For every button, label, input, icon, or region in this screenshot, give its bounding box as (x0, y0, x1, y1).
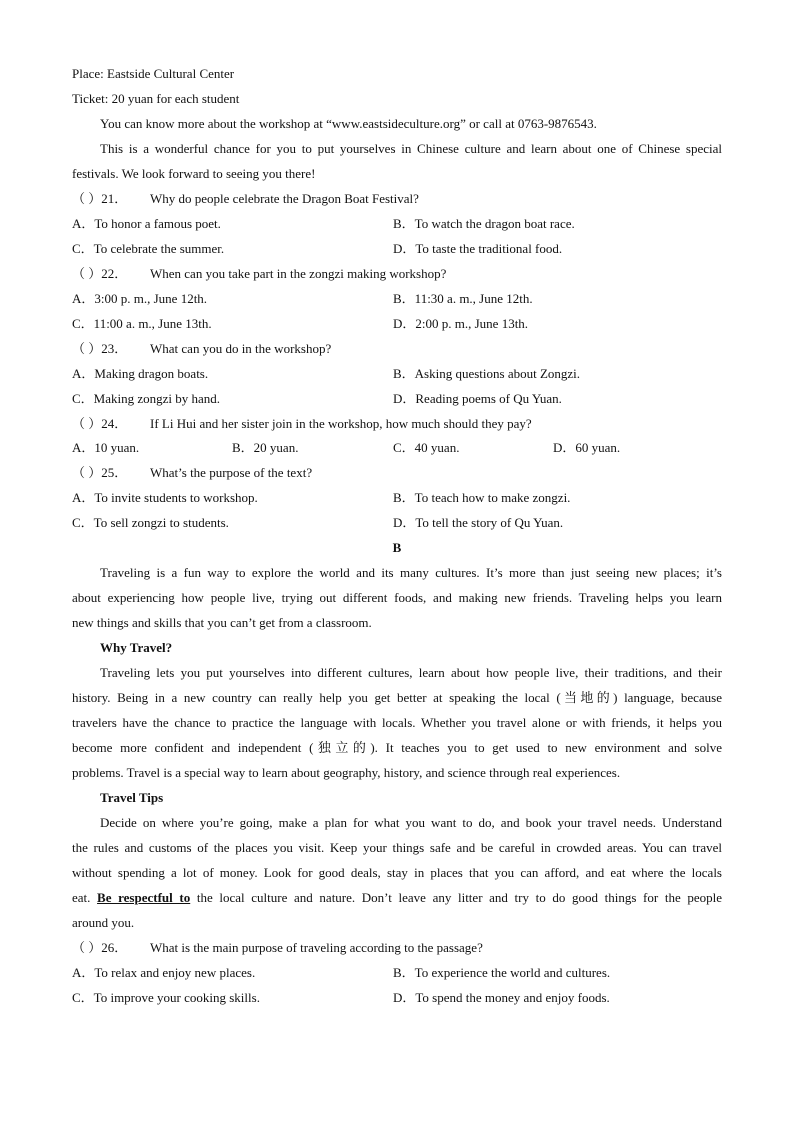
answer-blank[interactable]: （ ）24． (72, 416, 128, 431)
option-a: A．To relax and enjoy new places. (72, 965, 256, 980)
option-d: D．60 yuan. (553, 440, 621, 455)
option-c: C．40 yuan. (393, 440, 460, 455)
option-b: B．To teach how to make zongzi. (393, 490, 571, 505)
chance-line-2: festivals. We look forward to seeing you there! (72, 166, 316, 181)
answer-blank[interactable]: （ ）25． (72, 465, 128, 480)
question-26 (72, 935, 722, 960)
option-d: D．To taste the traditional food. (393, 241, 563, 256)
option-a: A．To invite students to workshop. (72, 490, 258, 505)
option-a: A．10 yuan. (72, 440, 140, 455)
more-info-line: You can know more about the workshop at “www.eastsideculture.org” or call at 0763-9876543. (100, 116, 597, 131)
question-21 (72, 186, 722, 211)
option-b: B．To watch the dragon boat race. (393, 216, 575, 231)
question-24 (72, 411, 722, 436)
why-line-2: history. Being in a new country can really help you get better at speaking the local (当地的) language, because (72, 690, 722, 705)
answer-blank[interactable]: （ ）23． (72, 341, 128, 356)
option-c: C．To celebrate the summer. (72, 241, 225, 256)
why-line-5: problems. Travel is a special way to learn about geography, history, and science through real experiences. (72, 765, 621, 780)
why-travel-heading: Why Travel? (100, 640, 173, 655)
tips-line-1: Decide on where you’re going, make a plan for what you want to do, and book your travel needs. Understand (100, 815, 722, 830)
option-d: D．To tell the story of Qu Yuan. (393, 515, 564, 530)
question-22 (72, 261, 722, 286)
tips-line-4 (72, 885, 722, 910)
option-a: A．Making dragon boats. (72, 366, 209, 381)
question-text: If Li Hui and her sister join in the workshop, how much should they pay? (150, 416, 532, 431)
tips-line-2: the rules and customs of the places you visit. Keep your things safe and be careful in crowded areas. You can travel (72, 840, 722, 855)
ticket-line: Ticket: 20 yuan for each student (72, 91, 240, 106)
intro-line-1: Traveling is a fun way to explore the world and its many cultures. It’s more than just seeing new places; it’s (100, 565, 722, 580)
question-23 (72, 336, 722, 361)
answer-blank[interactable]: （ ）26． (72, 940, 128, 955)
underlined-phrase: Be respectful to (97, 890, 191, 905)
travel-tips-heading: Travel Tips (100, 790, 164, 805)
option-c: C．To sell zongzi to students. (72, 515, 229, 530)
chance-line-1: This is a wonderful chance for you to put yourselves in Chinese culture and learn about one of Chinese special (100, 141, 722, 156)
option-d: D．Reading poems of Qu Yuan. (393, 391, 562, 406)
option-b: B．20 yuan. (232, 440, 299, 455)
why-line-3: travelers have the chance to practice the language with locals. Whether you travel alone or with friends, it helps you (72, 715, 722, 730)
option-d: D．2:00 p. m., June 13th. (393, 316, 529, 331)
option-a: A．3:00 p. m., June 12th. (72, 291, 208, 306)
option-b: B．To experience the world and cultures. (393, 965, 611, 980)
option-b: B．Asking questions about Zongzi. (393, 366, 581, 381)
question-text: What can you do in the workshop? (150, 341, 332, 356)
option-a: A．To honor a famous poet. (72, 216, 221, 231)
question-text: Why do people celebrate the Dragon Boat Festival? (150, 191, 419, 206)
tips-line-4-end: the local culture and nature. Don’t leave any litter and try to do good things for the people (196, 890, 723, 905)
intro-line-3: new things and skills that you can’t get from a classroom. (72, 615, 372, 630)
question-25 (72, 460, 722, 485)
tips-line-4-start: eat. (72, 890, 91, 905)
tips-line-5: around you. (72, 915, 135, 930)
option-c: C．11:00 a. m., June 13th. (72, 316, 212, 331)
answer-blank[interactable]: （ ）21． (72, 191, 128, 206)
tips-line-3: without spending a lot of money. Look for good deals, stay in places that you can afford, and eat where the locals (72, 865, 722, 880)
option-b: B．11:30 a. m., June 12th. (393, 291, 533, 306)
option-c: C．To improve your cooking skills. (72, 990, 260, 1005)
why-line-4: become more confident and independent (独立的). It teaches you to get used to new environment and solve (72, 740, 722, 755)
option-c: C．Making zongzi by hand. (72, 391, 221, 406)
why-line-1: Traveling lets you put yourselves into different cultures, learn about how people live, their traditions, and their (100, 665, 722, 680)
place-line: Place: Eastside Cultural Center (72, 66, 235, 81)
answer-blank[interactable]: （ ）22． (72, 266, 128, 281)
option-d: D．To spend the money and enjoy foods. (393, 990, 610, 1005)
intro-line-2: about experiencing how people live, trying out different foods, and making new friends. Traveling helps you learn (72, 590, 722, 605)
question-text: When can you take part in the zongzi making workshop? (150, 266, 447, 281)
question-text: What is the main purpose of traveling according to the passage? (150, 940, 483, 955)
question-text: What’s the purpose of the text? (150, 465, 313, 480)
section-b-label: B (392, 540, 402, 555)
